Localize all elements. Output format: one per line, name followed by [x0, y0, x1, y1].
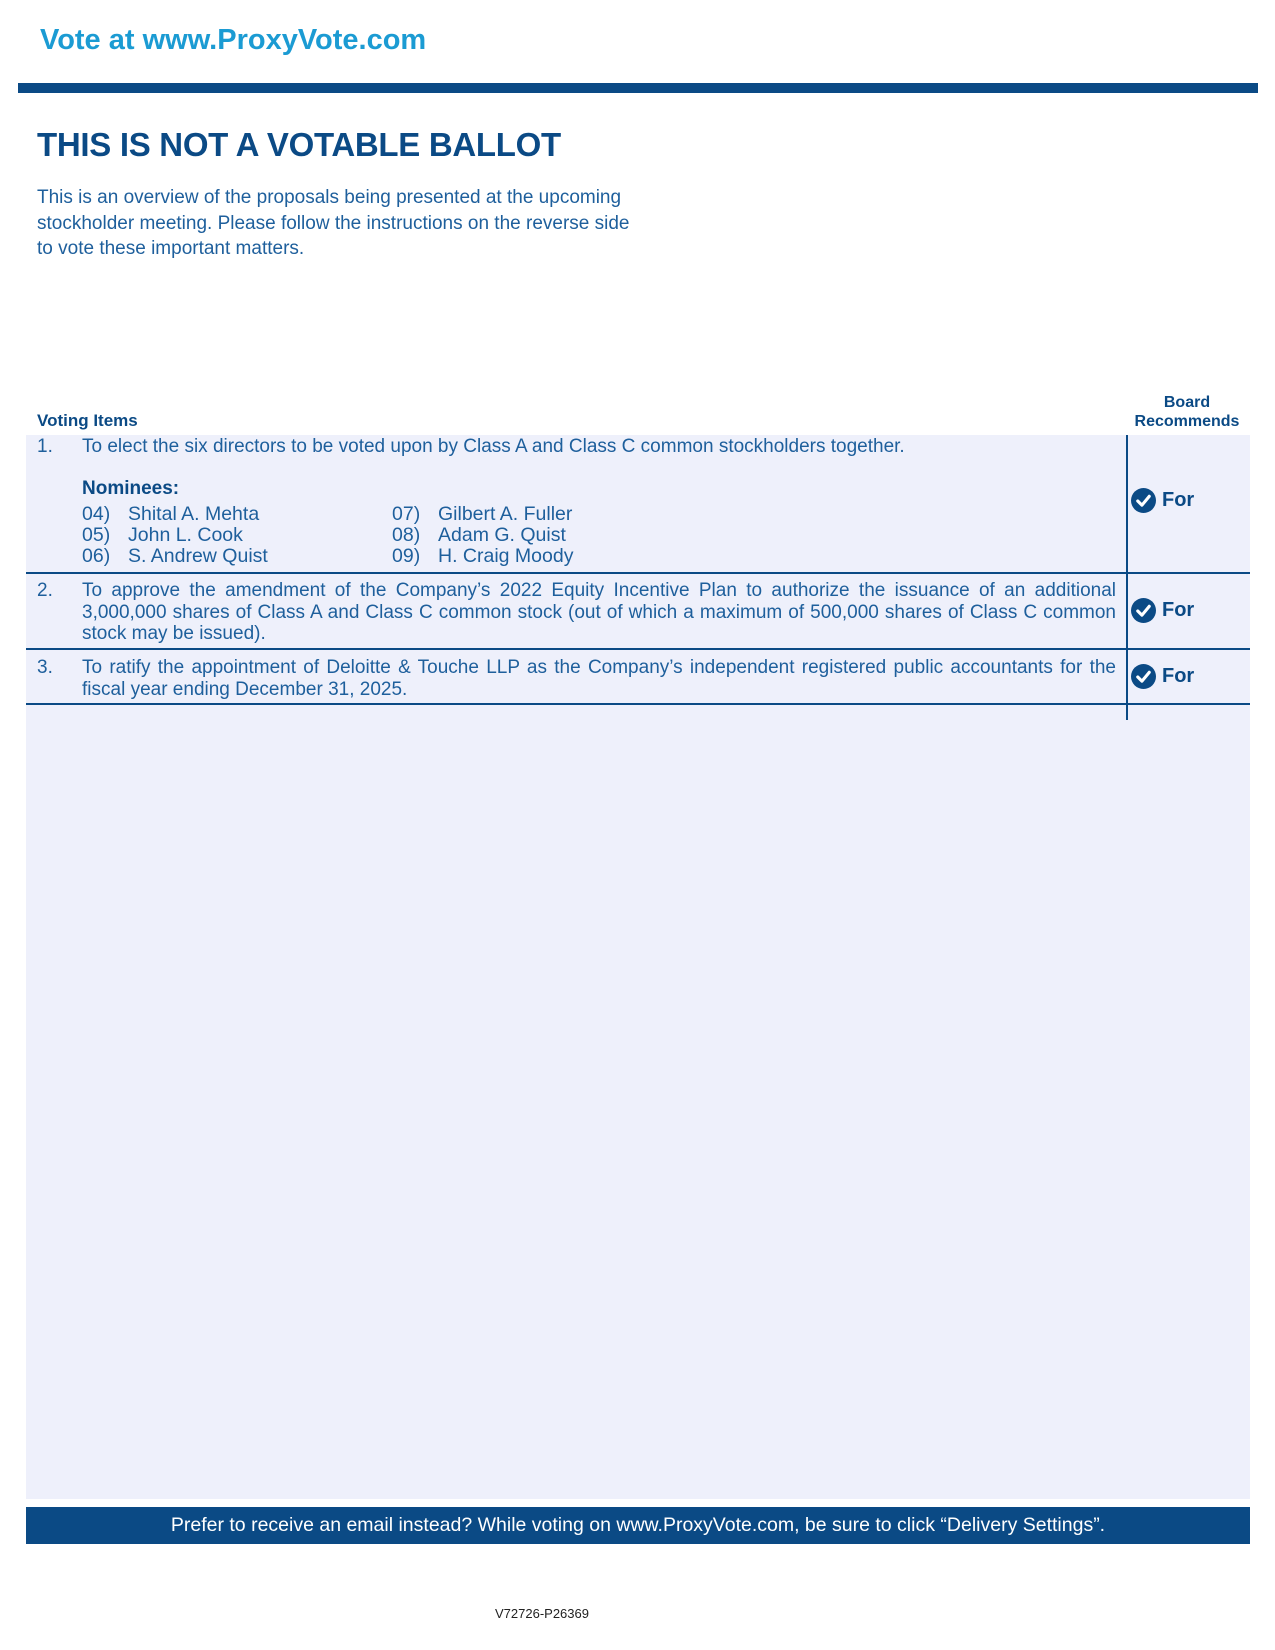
nominee-name: John L. Cook	[128, 524, 243, 546]
nominee-name: S. Andrew Quist	[128, 545, 268, 567]
recommendation-label: For	[1162, 489, 1195, 511]
nominee-name: Gilbert A. Fuller	[438, 503, 573, 525]
nominee-number: 04)	[82, 503, 111, 525]
intro-text: This is an overview of the proposals being presented at the upcoming stockholder meeting. Please follow the instructions on the reverse side to vote these important matters.	[37, 187, 630, 259]
document-code: V72726-P26369	[495, 1606, 589, 1621]
nominee-name: H. Craig Moody	[438, 545, 574, 567]
proxyvote-link[interactable]: Vote at www.ProxyVote.com	[40, 24, 427, 56]
nominee-number: 09)	[392, 545, 421, 567]
row-divider	[26, 648, 1250, 650]
board-recommends-header	[1122, 393, 1252, 431]
page-title: THIS IS NOT A VOTABLE BALLOT	[37, 126, 561, 163]
nominees-label: Nominees:	[82, 478, 180, 499]
delivery-settings-banner: Prefer to receive an email instead? While voting on www.ProxyVote.com, be sure to click “Delivery Settings”.	[26, 1507, 1250, 1544]
item-3-recommendation	[1131, 664, 1194, 689]
nominee-name: Shital A. Mehta	[128, 503, 260, 525]
nominee-number: 05)	[82, 524, 111, 546]
nominee-number: 08)	[392, 524, 421, 546]
item-2-number: 2.	[37, 580, 53, 601]
header-rule	[18, 83, 1258, 93]
check-circle-icon	[1131, 664, 1156, 689]
item-1-text: To elect the six directors to be voted upon by Class A and Class C common stockholders together.	[82, 436, 905, 457]
nominee	[392, 545, 573, 568]
nominee	[82, 545, 268, 568]
recommendation-label: For	[1162, 665, 1195, 687]
row-divider	[26, 572, 1250, 574]
nominee-number: 06)	[82, 545, 111, 567]
recommendation-column-divider	[1126, 435, 1128, 720]
row-divider	[26, 703, 1250, 705]
recommendation-label: For	[1162, 599, 1195, 621]
nominee	[392, 524, 566, 547]
nominee	[82, 503, 259, 526]
check-circle-icon	[1131, 598, 1156, 623]
board-label: Board	[1163, 394, 1211, 411]
nominee	[82, 524, 243, 547]
voting-items-header: Voting Items	[37, 411, 138, 430]
item-2-text: To approve the amendment of the Company’s 2022 Equity Incentive Plan to authorize the issuance of an additional 3,000,000 shares of Class A and Class C common stock (out of which a maximum of 500,000 shares of Class C common stock may be issued).	[82, 580, 1116, 644]
recommends-label: Recommends	[1134, 413, 1240, 430]
check-circle-icon	[1131, 488, 1156, 513]
item-1-number: 1.	[37, 436, 53, 457]
nominee	[392, 503, 572, 526]
item-2-recommendation	[1131, 598, 1194, 623]
item-3-number: 3.	[37, 657, 53, 678]
item-1-recommendation	[1131, 488, 1194, 513]
item-3-text: To ratify the appointment of Deloitte & Touche LLP as the Company’s independent registered public accountants for the fiscal year ending December 31, 2025.	[82, 657, 1116, 700]
nominee-number: 07)	[392, 503, 421, 525]
nominee-name: Adam G. Quist	[438, 524, 566, 546]
